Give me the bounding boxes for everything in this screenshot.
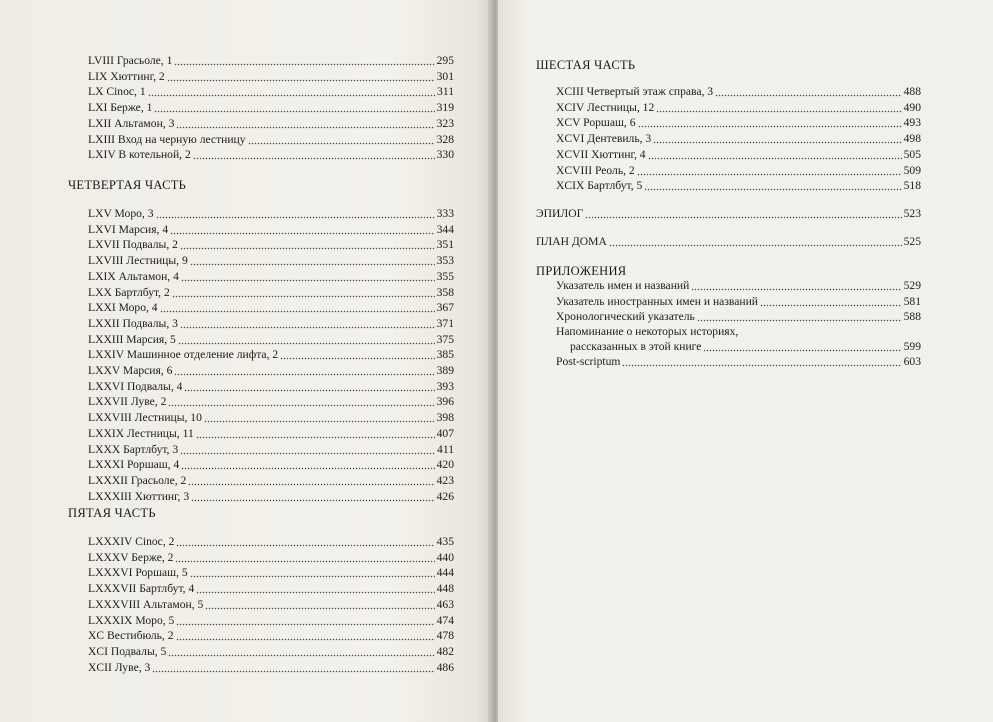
dot-leader [190, 256, 435, 266]
toc-entry [88, 116, 454, 131]
section-heading-part4: ЧЕТВЕРТАЯ ЧАСТЬ [68, 178, 187, 192]
toc-entry-page: 423 [436, 473, 454, 487]
toc-entry-title: LXXV Марсия, 6 [88, 364, 173, 377]
dot-leader [174, 56, 434, 66]
toc-entry [88, 53, 454, 68]
toc-entry-first-line: Напоминание о некоторых историях, [556, 325, 739, 338]
toc-entry [88, 253, 454, 268]
toc-entry-title: XCVIII Реоль, 2 [556, 163, 635, 177]
toc-entry [556, 354, 921, 369]
toc-entry-title: XCVII Хюттинг, 4 [556, 147, 646, 161]
toc-entry [556, 147, 921, 162]
toc-entry-page: 486 [436, 660, 454, 674]
dot-leader [648, 150, 902, 160]
toc-entry-page: 478 [436, 629, 454, 643]
toc-entry-title: LXV Моро, 3 [88, 207, 154, 220]
toc-entry-title: LXVII Подвалы, 2 [88, 238, 178, 252]
dot-leader [156, 209, 435, 219]
toc-entry-title: LXXVII Лувe, 2 [88, 395, 167, 409]
dot-leader [191, 492, 434, 502]
toc-entry-title: LXXXII Грасьоле, 2 [88, 473, 187, 487]
toc-entry-page: 529 [903, 279, 921, 292]
dot-leader [204, 413, 435, 423]
toc-entry [88, 285, 454, 300]
dot-leader [760, 297, 902, 307]
toc-entry-page: 330 [436, 148, 454, 162]
dot-leader [196, 584, 434, 594]
toc-entry-page: 603 [903, 355, 921, 368]
dot-leader [180, 445, 435, 455]
toc-entry [88, 410, 454, 425]
dot-leader [184, 382, 434, 392]
toc-entry-title: LXXXIV Cinoc, 2 [88, 535, 175, 548]
toc-entry [556, 294, 921, 309]
toc-entry [88, 132, 454, 147]
dot-leader [637, 166, 902, 176]
toc-entry [570, 339, 921, 354]
toc-entry-page: 444 [436, 566, 454, 580]
toc-entry [88, 644, 454, 659]
toc-entry-title: LXIX Альтамон, 4 [88, 269, 179, 283]
toc-entry [88, 100, 454, 115]
toc-entry-title: XCV Роршаш, 6 [556, 116, 636, 130]
toc-entry-page: 371 [436, 316, 454, 330]
toc-entry [88, 347, 454, 362]
dot-leader [148, 87, 435, 97]
dot-leader [152, 663, 434, 673]
toc-entry-page: 351 [436, 238, 454, 252]
toc-entry-page: 311 [437, 85, 454, 99]
toc-entry-title: ЭПИЛОГ [536, 207, 584, 220]
dot-leader [176, 119, 434, 129]
toc-entry [556, 84, 921, 99]
toc-entry [556, 163, 921, 178]
toc-entry-title: LXXX Бартлбут, 3 [88, 442, 179, 456]
toc-entry [88, 473, 454, 488]
dot-leader [248, 135, 435, 145]
left-page [0, 0, 490, 722]
toc-entry [88, 660, 454, 675]
toc-entry [88, 316, 454, 331]
dot-leader [644, 181, 901, 191]
toc-entry-title: LXXXIX Моро, 5 [88, 613, 175, 627]
dot-leader [715, 87, 902, 97]
toc-entry-title: LXI Берже, 1 [88, 101, 153, 115]
dot-leader [609, 237, 902, 247]
dot-leader [638, 118, 902, 128]
dot-leader [691, 281, 901, 291]
toc-entry [88, 147, 454, 162]
dot-leader [175, 553, 434, 563]
dot-leader [205, 600, 434, 610]
dot-leader [622, 357, 901, 367]
toc-entry [88, 534, 454, 549]
toc-entry-title: LXXIV Машинное отделение лифта, 2 [88, 348, 279, 362]
toc-entry-title: XCVI Дентевиль, 3 [556, 132, 652, 146]
toc-entry [88, 379, 454, 394]
toc-entry-page: 435 [436, 535, 454, 548]
toc-entry [556, 178, 921, 193]
toc-entry-title: LXXXV Берже, 2 [88, 550, 174, 564]
section-heading-part5: ПЯТАЯ ЧАСТЬ [68, 506, 156, 520]
toc-entry [88, 394, 454, 409]
toc-entry-title: Указатель имен и названий [556, 279, 690, 292]
toc-entry [88, 565, 454, 580]
toc-entry-page: 407 [436, 426, 454, 440]
toc-entry-title: Post-scriptum [556, 355, 621, 368]
toc-entry [88, 489, 454, 504]
toc-entry-page: 474 [436, 613, 454, 627]
toc-entry-title: LXIV В котельной, 2 [88, 148, 191, 162]
toc-entry-page: 490 [903, 100, 921, 114]
dot-leader [180, 240, 435, 250]
toc-entry-title: XCII Лувe, 3 [88, 660, 151, 674]
dot-leader [181, 460, 434, 470]
dot-leader [585, 209, 901, 219]
section-heading-part6: ШЕСТАЯ ЧАСТЬ [536, 58, 636, 72]
toc-entry-title: XC Вестибюль, 2 [88, 629, 174, 643]
toc-entry-page: 367 [436, 301, 454, 315]
toc-entry-page: 328 [436, 132, 454, 146]
toc-entry [556, 309, 921, 324]
toc-entry [88, 550, 454, 565]
toc-entry-page: 488 [903, 85, 921, 98]
dot-leader [178, 335, 435, 345]
toc-entry [556, 278, 921, 293]
toc-entry-page: 588 [903, 310, 921, 323]
toc-entry-title: LXII Альтамон, 3 [88, 116, 175, 130]
toc-entry-page: 581 [903, 295, 921, 308]
toc-entry-page: 323 [436, 116, 454, 130]
toc-entry-title: LXXXVII Бартлбут, 4 [88, 582, 195, 596]
toc-entry-page: 358 [436, 285, 454, 299]
toc-entry [556, 100, 921, 115]
toc-entry [88, 332, 454, 347]
toc-entry [88, 300, 454, 315]
toc-entry [88, 628, 454, 643]
toc-entry-page: 411 [437, 442, 454, 456]
toc-entry [88, 426, 454, 441]
toc-entry-page: 398 [436, 411, 454, 425]
toc-entry-title: LXXIX Лестницы, 11 [88, 426, 194, 440]
toc-entry-page: 463 [436, 597, 454, 611]
toc-entry-page: 420 [436, 458, 454, 472]
dot-leader [190, 568, 435, 578]
toc-entry-title: LXIII Вход на черную лестницу [88, 132, 246, 146]
toc-entry-page: 599 [903, 340, 921, 353]
toc-entry-title: LXX Бартлбут, 2 [88, 285, 170, 299]
toc-entry-title: LXXXIII Хюттинг, 3 [88, 489, 190, 503]
dot-leader [176, 616, 434, 626]
toc-entry [88, 237, 454, 252]
toc-entry-page: 375 [436, 332, 454, 346]
toc-entry-page: 393 [436, 379, 454, 393]
toc-entry-page: 482 [436, 644, 454, 658]
dot-leader [168, 397, 434, 407]
toc-entry-page: 344 [436, 222, 454, 236]
dot-leader [180, 319, 435, 329]
dot-leader [167, 72, 435, 82]
toc-entry-page: 498 [903, 132, 921, 146]
toc-entry-page: 295 [436, 54, 454, 67]
toc-entry-title: LXXII Подвалы, 3 [88, 316, 178, 330]
toc-entry [88, 222, 454, 237]
dot-leader [168, 647, 434, 657]
toc-entry-page: 355 [436, 269, 454, 283]
right-page [498, 0, 993, 722]
toc-entry-epilogue [536, 206, 921, 221]
toc-entry [88, 206, 454, 221]
toc-entry-page: 319 [436, 101, 454, 115]
toc-entry-page: 440 [436, 550, 454, 564]
dot-leader [160, 303, 435, 313]
toc-entry-title: LXXXI Роршаш, 4 [88, 458, 180, 472]
dot-leader [181, 272, 435, 282]
dot-leader [656, 103, 901, 113]
toc-entry-page: 509 [903, 163, 921, 177]
toc-entry-page: 523 [903, 207, 921, 220]
dot-leader [154, 103, 434, 113]
dot-leader [193, 150, 435, 160]
toc-entry [88, 597, 454, 612]
dot-leader [653, 134, 901, 144]
toc-entry [88, 84, 454, 99]
dot-leader [176, 631, 435, 641]
toc-entry-title: LVIII Грасьоле, 1 [88, 54, 173, 67]
dot-leader [280, 350, 434, 360]
toc-entry [88, 363, 454, 378]
dot-leader [174, 366, 434, 376]
toc-entry-page: 389 [436, 364, 454, 377]
dot-leader [703, 342, 901, 352]
section-heading-appendices: ПРИЛОЖЕНИЯ [536, 264, 627, 278]
toc-entry-page: 385 [436, 348, 454, 362]
toc-entry-page: 525 [903, 235, 921, 248]
toc-entry-page: 493 [903, 116, 921, 130]
toc-entry-title: ПЛАН ДОМА [536, 235, 607, 248]
dot-leader [188, 476, 434, 486]
toc-entry-title: LXXVI Подвалы, 4 [88, 379, 183, 393]
dot-leader [170, 225, 434, 235]
toc-entry-title: Указатель иностранных имен и названий [556, 295, 758, 308]
toc-entry-title: LX Cinoc, 1 [88, 85, 146, 99]
toc-entry-title: рассказанных в этой книге [570, 340, 702, 353]
toc-entry-title: LXVI Марсия, 4 [88, 222, 169, 236]
toc-entry-title: Хронологический указатель [556, 310, 695, 323]
dot-leader [697, 312, 902, 322]
dot-leader [196, 429, 435, 439]
toc-entry [88, 269, 454, 284]
toc-entry [88, 442, 454, 457]
toc-entry-title: LXXVIII Лестницы, 10 [88, 411, 202, 425]
toc-entry-page: 426 [436, 489, 454, 503]
toc-entry-title: XCIV Лестницы, 12 [556, 100, 655, 114]
toc-entry [556, 115, 921, 130]
toc-entry-page: 353 [436, 254, 454, 268]
dot-leader [176, 537, 434, 547]
toc-entry [556, 131, 921, 146]
toc-entry-page: 505 [903, 147, 921, 161]
toc-entry-title: LXXIII Марсия, 5 [88, 332, 176, 346]
toc-entry-title: LXVIII Лестницы, 9 [88, 254, 188, 268]
toc-entry [88, 581, 454, 596]
toc-entry-title: XCIII Четвертый этаж справа, 3 [556, 85, 714, 98]
toc-entry-page: 396 [436, 395, 454, 409]
dot-leader [172, 288, 435, 298]
toc-entry [88, 69, 454, 84]
toc-entry-house-plan [536, 234, 921, 249]
toc-entry-title: LXXXVI Роршаш, 5 [88, 566, 188, 580]
toc-entry-title: LIX Хюттинг, 2 [88, 69, 165, 83]
toc-entry-title: LXXXVIII Альтамон, 5 [88, 597, 204, 611]
toc-entry-page: 301 [436, 69, 454, 83]
toc-entry-page: 518 [903, 179, 921, 193]
toc-entry-page: 333 [436, 207, 454, 220]
toc-entry [88, 457, 454, 472]
toc-entry-title: LXXI Моро, 4 [88, 301, 158, 315]
toc-entry [88, 613, 454, 628]
toc-entry-title: XCI Подвалы, 5 [88, 644, 167, 658]
toc-entry-page: 448 [436, 582, 454, 596]
toc-entry-title: XCIX Бартлбут, 5 [556, 179, 643, 193]
